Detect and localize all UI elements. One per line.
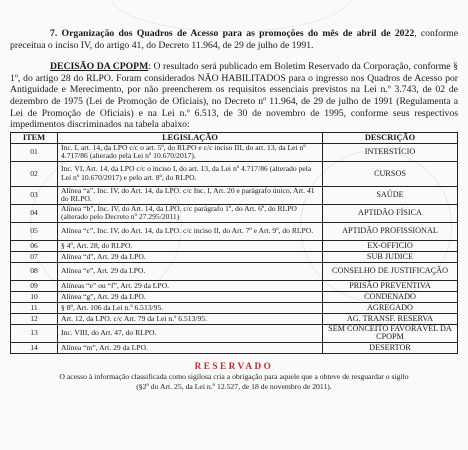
table-body <box>11 143 458 353</box>
cell-description: SEM CONCEITO FAVORÁVEL DA CPOPM <box>323 324 458 342</box>
table-row <box>11 161 458 186</box>
table-row <box>11 324 458 342</box>
table-row <box>11 240 458 251</box>
cell-item: 12 <box>11 313 58 324</box>
column-header-item: ITEM <box>11 132 58 143</box>
table-row <box>11 251 458 262</box>
table-row <box>11 313 458 324</box>
cell-description: EX-OFFICIO <box>323 240 458 251</box>
cell-legislation: Alínea “c”, Inc. IV, do Art. 14, da LPO. c/c inciso II, do Art. 7º e Art. 9º, do RLPO. <box>58 222 323 240</box>
cell-description: CONDENADO <box>323 291 458 302</box>
decision-label: DECISÃO DA CPOPM <box>50 61 149 73</box>
cell-item: 01 <box>11 143 58 161</box>
cell-legislation: Inc. VIII, do Art. 47, do RLPO. <box>58 324 323 342</box>
cell-description: SAÚDE <box>323 186 458 204</box>
table-row <box>11 280 458 291</box>
cell-item: 10 <box>11 291 58 302</box>
cell-legislation: § 8º, Art. 106 da Lei n.º 6.513/95. <box>58 302 323 313</box>
column-header-legislation: LEGISLAÇÃO <box>58 132 323 143</box>
section-heading-rest: , conforme preceitua o inciso IV, do artigo 41, do Decreto 11.964, de 29 de julho de 1991. <box>10 28 459 51</box>
table-row <box>11 222 458 240</box>
cell-legislation: Art. 12, da LPO. c/c Art. 79 da Lei n.º 6.513/95. <box>58 313 323 324</box>
cell-item: 08 <box>11 262 58 280</box>
cell-description: CURSOS <box>323 161 458 186</box>
cell-item: 11 <box>11 302 58 313</box>
table-row <box>11 204 458 222</box>
table-row <box>11 342 458 353</box>
cell-description: PRISÃO PREVENTIVA <box>323 280 458 291</box>
cell-legislation: Alínea “e”, Art. 29 da LPO. <box>58 262 323 280</box>
table-header-row <box>11 132 458 143</box>
table-row <box>11 291 458 302</box>
cell-legislation: Alínea “a”, Inc. IV, do Art. 14, da LPO. c/c Inc. I, Art. 20 e parágrafo único, Art. 41 do RLPO. <box>58 186 323 204</box>
table-row <box>11 186 458 204</box>
cell-item: 03 <box>11 186 58 204</box>
cell-item: 04 <box>11 204 58 222</box>
section-number: 7. <box>50 28 58 39</box>
cell-description: DESERTOR <box>323 342 458 353</box>
cell-description: AG. TRANSF. RESERVA <box>323 313 458 324</box>
cell-description: APTIDÃO FÍSICA <box>323 204 458 222</box>
cell-legislation: Alíneas “e” ou “f”, Art. 29 da LPO. <box>58 280 323 291</box>
section-paragraph <box>10 28 458 51</box>
cell-description: AGREGADO <box>323 302 458 313</box>
cell-legislation: Alínea “b”, Inc. IV, do Art. 14, da LPO. c/c parágrafo 1º, do Art. 6º, do RLPO (alterado pelo Decreto nº 27.295/2011) <box>58 204 323 222</box>
cell-description: INTERSTÍCIO <box>323 143 458 161</box>
cell-description: CONSELHO DE JUSTIFICAÇÃO <box>323 262 458 280</box>
cell-item: 13 <box>11 324 58 342</box>
cell-legislation: § 4º, Art. 28, do RLPO. <box>58 240 323 251</box>
table-row <box>11 262 458 280</box>
classification-label: RESERVADO <box>194 360 274 371</box>
cell-item: 02 <box>11 161 58 186</box>
confidentiality-line-1: O acesso à informação classificada como sigilosa cria a obrigação para aquele que a obteve de resguardar o sigilo <box>59 371 409 381</box>
cell-item: 09 <box>11 280 58 291</box>
column-header-description: DESCRIÇÃO <box>323 132 458 143</box>
cell-item: 07 <box>11 251 58 262</box>
decision-paragraph <box>10 61 458 131</box>
cell-legislation: Alínea “d”, Art. 29 da LPO. <box>58 251 323 262</box>
cell-legislation: Inc. I, art. 14, da LPO c/c o art. 5º, do RLPO e c/c inciso III, do art. 13, da Lei nº 4.717/86 (alterado pela Lei nº 10.670/2017). <box>58 143 323 161</box>
cell-item: 14 <box>11 342 58 353</box>
section-heading: Organização dos Quadros de Acesso para as promoções do mês de abril de 2022 <box>61 28 415 39</box>
impediments-table <box>10 132 458 354</box>
cell-item: 05 <box>11 222 58 240</box>
decision-text: : O resultado será publicado em Boletim Reservado da Corporação, conforme § 1º, do artigo 28 do RLPO. Foram considerados NÃO HABILITADOS para o ingresso nos Quadros de Acesso por Antiguidade e Merecimento, por não preencherem os requisitos essenciais previstos na Lei n.º 3.743, de 02 de dezembro de 1975 (Lei de Promoção de Oficiais), no Decreto nº 11.964, de 29 de julho de 1991 (Regulamenta a Lei de Promoção de Oficiais) e na Lei n.º 6.513, de 30 de novembro de 1995, conforme seus respectivos impedimentos discriminados na tabela abaixo: <box>10 61 459 131</box>
confidentiality-line-2: (§2º do Art. 25, da Lei n.º 12.527, de 18 de novembro de 2011). <box>136 381 332 391</box>
cell-description: APTIDÃO PROFISSIONAL <box>323 222 458 240</box>
cell-legislation: Inc. VI, Art. 14, da LPO c/c o inciso I, do art. 13, da Lei nº 4.717/86 (alterado pela Lei nº 10.670/2017) e pelo art. 8º, do RLPO. <box>58 161 323 186</box>
cell-legislation: Alínea “g”, Art. 29 da LPO. <box>58 291 323 302</box>
cell-description: SUB JUDICE <box>323 251 458 262</box>
cell-legislation: Alínea “m”, Art. 29 da LPO. <box>58 342 323 353</box>
table-row <box>11 143 458 161</box>
table-row <box>11 302 458 313</box>
confidentiality-notice <box>10 372 458 392</box>
cell-item: 06 <box>11 240 58 251</box>
